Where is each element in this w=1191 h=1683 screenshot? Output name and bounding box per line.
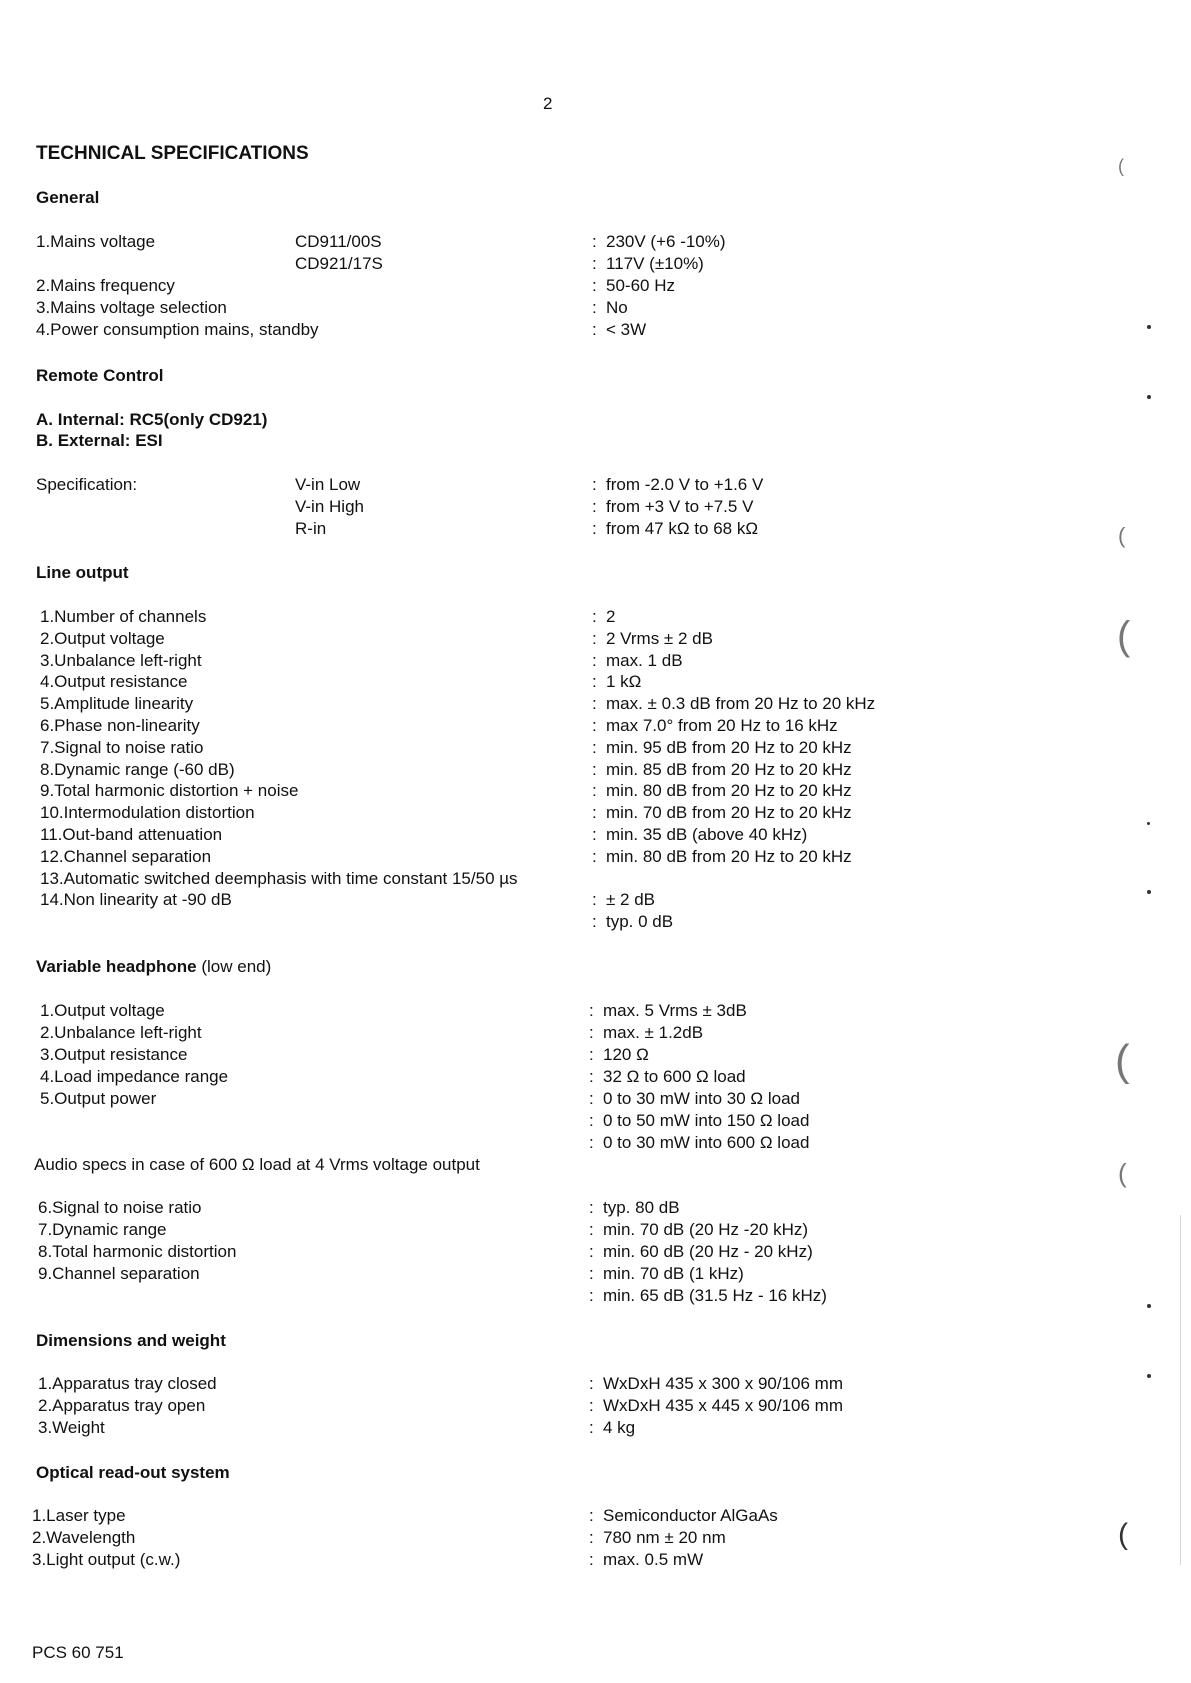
margin-dot: [1147, 1374, 1151, 1378]
spec-label: 2.Apparatus tray open: [38, 1396, 206, 1415]
section-heading-variable-headphone: [36, 957, 271, 977]
spec-row: [36, 475, 1156, 497]
spec-value: : No: [606, 298, 628, 318]
spec-variant: V-in Low: [295, 475, 361, 494]
spec-row: [38, 1264, 1158, 1286]
spec-row: [36, 254, 1156, 276]
spec-label: 8.Total harmonic distortion: [38, 1242, 237, 1261]
spec-value: : min. 85 dB from 20 Hz to 20 kHz: [606, 760, 852, 780]
spec-row: [36, 320, 1156, 342]
section-heading-remote-control: Remote Control: [36, 366, 164, 385]
spec-value: : 50-60 Hz: [606, 276, 675, 296]
section-heading-dimensions: Dimensions and weight: [36, 1331, 226, 1350]
spec-value: : 230V (+6 -10%): [606, 232, 726, 252]
margin-dot: [1147, 325, 1151, 329]
spec-label: 1.Mains voltage: [36, 232, 156, 251]
spec-label: 1.Number of channels: [40, 607, 207, 626]
spec-value: : from 47 kΩ to 68 kΩ: [606, 519, 758, 539]
spec-value: : from -2.0 V to +1.6 V: [606, 475, 763, 495]
document-code-footer: PCS 60 751: [32, 1643, 124, 1662]
section-heading-line-output: Line output: [36, 563, 129, 582]
spec-row: [36, 276, 1156, 298]
spec-value: : WxDxH 435 x 300 x 90/106 mm: [603, 1374, 843, 1394]
spec-row: [40, 760, 1160, 782]
margin-mark: (: [1118, 1518, 1128, 1551]
margin-mark: (: [1118, 156, 1124, 176]
spec-row: [40, 1089, 1160, 1111]
spec-row: [38, 1374, 1158, 1396]
spec-value: : Semiconductor AlGaAs: [603, 1506, 778, 1526]
spec-label: 2.Output voltage: [40, 628, 165, 648]
scan-edge-line: [1180, 1215, 1181, 1565]
spec-row: [40, 1111, 1160, 1133]
spec-row: [32, 1550, 1152, 1572]
spec-value: : 780 nm ± 20 nm: [603, 1528, 726, 1548]
spec-row: [36, 519, 1156, 541]
section-heading-general: General: [36, 188, 100, 207]
page-number: 2: [543, 94, 553, 113]
spec-label: 2.Wavelength: [32, 1528, 136, 1547]
spec-row: [36, 298, 1156, 320]
spec-value: : max. ± 1.2dB: [603, 1023, 703, 1043]
spec-row: [40, 1067, 1160, 1089]
spec-row: [36, 232, 1156, 254]
spec-label: 3.Weight: [38, 1418, 105, 1437]
spec-label: 5.Output power: [40, 1089, 157, 1108]
spec-row: [40, 847, 1160, 869]
margin-dot: [1147, 890, 1151, 894]
section-heading-optical: Optical read-out system: [36, 1463, 230, 1482]
spec-value: : min. 70 dB (20 Hz -20 kHz): [603, 1220, 808, 1240]
spec-label: 5.Amplitude linearity: [40, 694, 194, 714]
spec-row: [32, 1528, 1152, 1550]
spec-label: 3.Output resistance: [40, 1045, 188, 1064]
spec-label: 6.Phase non-linearity: [40, 716, 200, 735]
spec-label: 11.Out-band attenuation: [40, 825, 223, 844]
spec-row: [40, 1133, 1160, 1155]
spec-value: : 0 to 50 mW into 150 Ω load: [603, 1111, 809, 1131]
spec-value: : min. 80 dB from 20 Hz to 20 kHz: [606, 847, 852, 867]
spec-row: [40, 607, 1160, 629]
margin-mark: (: [1118, 1158, 1127, 1188]
spec-row: [40, 716, 1160, 738]
spec-label: 1.Laser type: [32, 1506, 126, 1525]
spec-row: [40, 803, 1160, 825]
spec-label: Specification:: [36, 475, 138, 494]
headphone-heading-note: (low end): [201, 957, 272, 976]
spec-row: [38, 1220, 1158, 1242]
spec-variant: V-in High: [295, 497, 364, 516]
spec-label: 7.Signal to noise ratio: [40, 737, 204, 757]
spec-value: : 0 to 30 mW into 600 Ω load: [603, 1133, 809, 1153]
spec-row: [40, 1045, 1160, 1067]
spec-value: : 117V (±10%): [606, 254, 704, 274]
spec-value: : min. 60 dB (20 Hz - 20 kHz): [603, 1242, 813, 1262]
headphone-heading-text: Variable headphone: [36, 957, 197, 976]
spec-row: [40, 738, 1160, 760]
spec-label: 4.Power consumption mains, standby: [36, 320, 319, 339]
spec-value: : max. 1 dB: [606, 651, 683, 671]
spec-row: [40, 869, 1160, 891]
spec-value: : typ. 0 dB: [606, 912, 673, 932]
spec-value: : 1 kΩ: [606, 672, 641, 692]
spec-label: 4.Load impedance range: [40, 1067, 229, 1086]
spec-value: : min. 95 dB from 20 Hz to 20 kHz: [606, 738, 852, 758]
margin-mark: (: [1118, 523, 1126, 548]
spec-value: : min. 65 dB (31.5 Hz - 16 kHz): [603, 1286, 827, 1306]
spec-label: 14.Non linearity at -90 dB: [40, 890, 232, 910]
spec-label: 7.Dynamic range: [38, 1220, 167, 1239]
spec-value: : min. 35 dB (above 40 kHz): [606, 825, 807, 845]
spec-label: 3.Mains voltage selection: [36, 298, 227, 317]
spec-row: [38, 1418, 1158, 1440]
spec-row: [40, 672, 1160, 694]
spec-value: : 4 kg: [603, 1418, 635, 1438]
page-title: TECHNICAL SPECIFICATIONS: [36, 143, 309, 164]
spec-value: : 120 Ω: [603, 1045, 649, 1065]
spec-label: 3.Unbalance left-right: [40, 650, 202, 670]
spec-label: 1.Apparatus tray closed: [38, 1374, 217, 1393]
spec-value: : max. ± 0.3 dB from 20 Hz to 20 kHz: [606, 694, 875, 714]
spec-label: 13.Automatic switched deemphasis with time constant 15/50 µs: [40, 868, 518, 888]
spec-variant: CD911/00S: [295, 232, 382, 251]
spec-value: : 2 Vrms ± 2 dB: [606, 629, 713, 649]
spec-value: : ± 2 dB: [606, 890, 655, 910]
margin-dot: [1147, 822, 1150, 825]
spec-label: 6.Signal to noise ratio: [38, 1198, 202, 1217]
spec-value: : 2: [606, 607, 615, 627]
spec-row: [36, 497, 1156, 519]
spec-value: : max. 0.5 mW: [603, 1550, 703, 1570]
margin-dot: [1147, 395, 1151, 399]
spec-row: [38, 1396, 1158, 1418]
spec-label: 9.Total harmonic distortion + noise: [40, 781, 299, 801]
spec-label: 10.Intermodulation distortion: [40, 803, 255, 823]
spec-value: : min. 70 dB (1 kHz): [603, 1264, 744, 1284]
spec-row: [40, 890, 1160, 912]
spec-row: [32, 1506, 1152, 1528]
spec-row: [40, 1001, 1160, 1023]
spec-row: [40, 651, 1160, 673]
spec-row: [40, 629, 1160, 651]
spec-value: : 32 Ω to 600 Ω load: [603, 1067, 746, 1087]
spec-label: 2.Unbalance left-right: [40, 1023, 202, 1042]
spec-row: [40, 1023, 1160, 1045]
spec-label: 9.Channel separation: [38, 1264, 200, 1283]
spec-label: 1.Output voltage: [40, 1001, 165, 1020]
spec-row: [40, 912, 1160, 934]
spec-label: 12.Channel separation: [40, 846, 212, 866]
spec-value: : min. 70 dB from 20 Hz to 20 kHz: [606, 803, 852, 823]
margin-mark: (: [1115, 1036, 1130, 1085]
spec-variant: CD921/17S: [295, 254, 383, 273]
spec-value: : max 7.0° from 20 Hz to 16 kHz: [606, 716, 838, 736]
spec-variant: R-in: [295, 519, 327, 538]
spec-value: : from +3 V to +7.5 V: [606, 497, 753, 517]
remote-internal-line: A. Internal: RC5(only CD921): [36, 410, 268, 429]
audio-specs-note: Audio specs in case of 600 Ω load at 4 Vrms voltage output: [34, 1155, 480, 1174]
remote-external-line: B. External: ESI: [36, 431, 163, 450]
spec-label: 8.Dynamic range (-60 dB): [40, 759, 235, 779]
spec-row: [40, 781, 1160, 803]
spec-row: [38, 1198, 1158, 1220]
spec-row: [38, 1242, 1158, 1264]
spec-label: 2.Mains frequency: [36, 276, 175, 295]
margin-mark: (: [1117, 614, 1131, 658]
spec-value: : WxDxH 435 x 445 x 90/106 mm: [603, 1396, 843, 1416]
spec-row: [40, 694, 1160, 716]
spec-label: 3.Light output (c.w.): [32, 1550, 181, 1569]
spec-value: : < 3W: [606, 320, 646, 340]
spec-row: [38, 1286, 1158, 1308]
spec-label: 4.Output resistance: [40, 672, 188, 692]
spec-value: : typ. 80 dB: [603, 1198, 680, 1218]
margin-dot: [1147, 1304, 1151, 1308]
spec-value: : max. 5 Vrms ± 3dB: [603, 1001, 747, 1021]
spec-value: : 0 to 30 mW into 30 Ω load: [603, 1089, 800, 1109]
spec-value: : min. 80 dB from 20 Hz to 20 kHz: [606, 781, 852, 801]
spec-row: [40, 825, 1160, 847]
